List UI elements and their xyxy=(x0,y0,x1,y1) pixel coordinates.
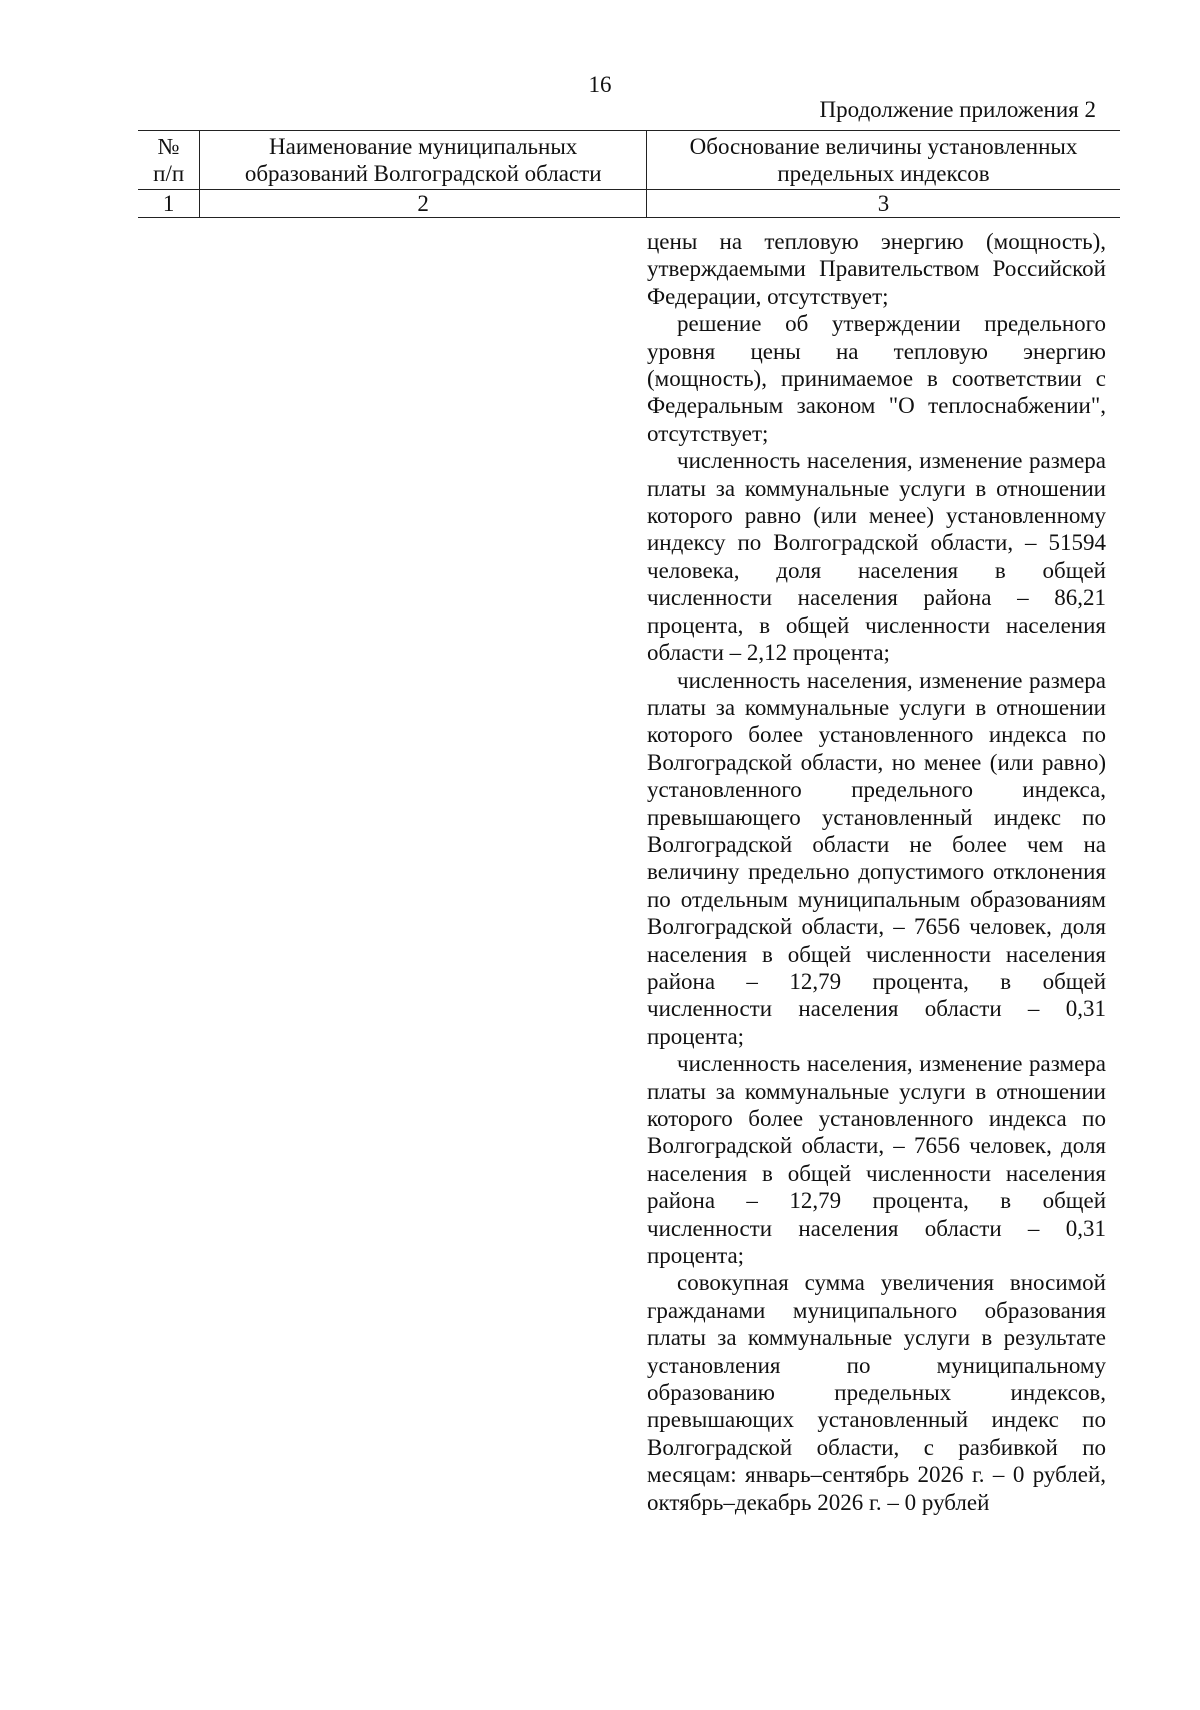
header-col-number-line1: № xyxy=(157,134,180,159)
paragraph: численность населения, изменение размера платы за коммунальные услуги в отношении которого более установленного индекса по Волгоградской области, – 7656 человек, доля населения в общей численности населения района – 12,79 процента, в общей численности населения области – 0,31 процента; xyxy=(647,1051,1106,1269)
header-col-justification-line1: Обоснование величины установленных xyxy=(689,134,1078,159)
header-col-name-line2: образований Волгоградской области xyxy=(244,161,602,186)
header-col-justification xyxy=(647,131,1120,190)
justification-text xyxy=(647,228,1106,1516)
header-table xyxy=(138,130,1120,218)
paragraph: цены на тепловую энергию (мощность), утверждаемыми Правительством Российской Федерации, отсутствует; xyxy=(647,229,1106,309)
header-col-name xyxy=(200,131,647,190)
continuation-label: Продолжение приложения 2 xyxy=(819,97,1096,122)
header-row xyxy=(138,131,1120,190)
column-number-2: 2 xyxy=(200,190,647,218)
header-col-number xyxy=(138,131,200,190)
header-col-justification-line2: предельных индексов xyxy=(777,161,990,186)
paragraph: численность населения, изменение размера платы за коммунальные услуги в отношении которого равно (или менее) установленному индексу по Волгоградской области, – 51594 человека, доля населения в общей численности населения района – 86,21 процента, в общей численности населения области – 2,12 процента; xyxy=(647,448,1106,666)
header-col-number-line2: п/п xyxy=(153,161,185,186)
paragraph: совокупная сумма увеличения вносимой гражданами муниципального образования платы за коммунальные услуги в результате установления по муниципальному образованию предельных индексов, превышающих установленный индекс по Волгоградской области, с разбивкой по месяцам: январь–сентябрь 2026 г. – 0 рублей, октябрь–декабрь 2026 г. – 0 рублей xyxy=(647,1270,1106,1515)
header-col-name-line1: Наименование муниципальных xyxy=(269,134,578,159)
column-number-row xyxy=(138,190,1120,218)
paragraph: решение об утверждении предельного уровня цены на тепловую энергию (мощность), принимаемое в соответствии с Федеральным законом "О теплоснабжении", отсутствует; xyxy=(647,311,1106,446)
paragraph: численность населения, изменение размера платы за коммунальные услуги в отношении которого более установленного индекса по Волгоградской области, но менее (или равно) установленного предельного индекса, превышающего установленный индекс по Волгоградской области не более чем на величину предельно допустимого отклонения по отдельным муниципальным образованиям Волгоградской области, – 7656 человек, доля населения в общей численности населения района – 12,79 процента, в общей численности населения области – 0,31 процента; xyxy=(647,667,1106,1049)
page-number: 16 xyxy=(588,72,612,97)
column-number-1: 1 xyxy=(138,190,200,218)
column-number-3: 3 xyxy=(647,190,1120,218)
